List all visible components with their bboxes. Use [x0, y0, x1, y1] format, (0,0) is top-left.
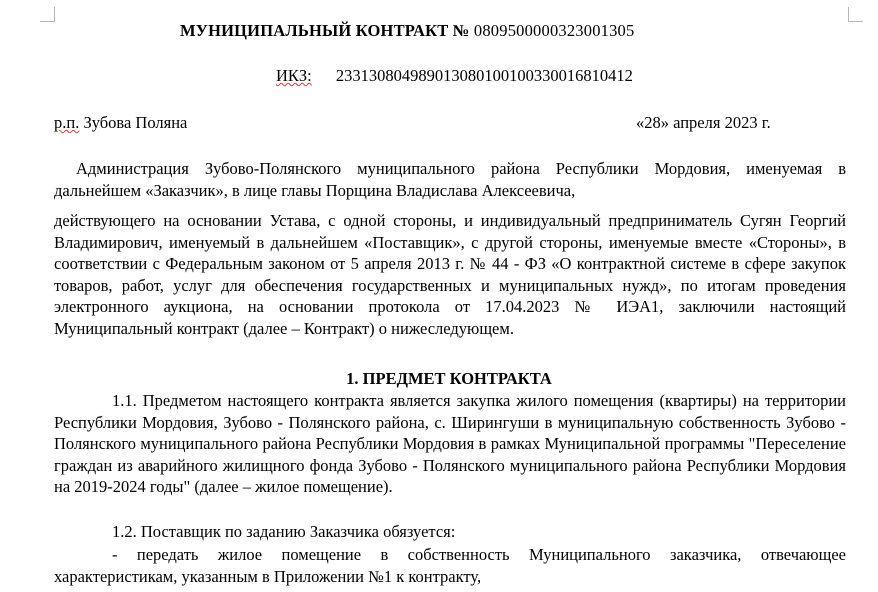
ikz-value: 233130804989013080100100330016810412: [335, 66, 633, 85]
contract-title-text: МУНИЦИПАЛЬНЫЙ КОНТРАКТ №: [180, 21, 470, 40]
ikz-line[interactable]: [276, 66, 633, 86]
page-corner-mark-top-left: [40, 7, 55, 22]
preamble-paragraph-2[interactable]: действующего на основании Устава, с одной стороны, и индивидуальный предприниматель Сугян Георгий Владимирович, именуемый в дальнейшем «Поставщик», с другой стороны, именуемые вместе «Стороны», в соответствии с Федеральным законом от 5 апреля 2013 г. № 44 - ФЗ «О контрактной системе в сфере закупок товаров, работ, услуг для обеспечения государственных и муниципальных нужд», по итогам проведения электронного аукциона, на основании протокола от 17.04.2023 № ИЭА1, заключили настоящий Муниципальный контракт (далее – Контракт) о нижеследующем.: [54, 211, 846, 338]
contract-number: 0809500000323001305: [473, 21, 635, 40]
clause-1-2[interactable]: 1.2. Поставщик по заданию Заказчика обязуется:: [112, 522, 456, 541]
section-heading[interactable]: 1. ПРЕДМЕТ КОНТРАКТА: [346, 369, 552, 388]
page-corner-mark-top-right: [848, 7, 863, 22]
preamble-paragraph-1[interactable]: Администрация Зубово-Полянского муниципального района Республики Мордовия, именуемая в дальнейшем «Заказчик», в лице главы Порщина Владислава Алексеевича,: [54, 159, 846, 200]
place-line[interactable]: [54, 113, 187, 133]
clause-1-2-item[interactable]: - передать жилое помещение в собственность Муниципального заказчика, отвечающее характеристикам, указанным в Приложении №1 к контракту,: [54, 545, 846, 586]
ikz-label: ИКЗ:: [276, 66, 312, 85]
place-prefix: р.п.: [54, 113, 80, 132]
place-name: Зубова Поляна: [83, 113, 188, 132]
clause-1-1[interactable]: 1.1. Предметом настоящего контракта является закупка жилого помещения (квартиры) на территории Республики Мордовия, Зубово - Полянского района, с. Ширингуши в муниципальную собственность Зубово - Полянского муниципального района Республики Мордовия в рамках Муниципальной программы "Переселение граждан из аварийного жилищного фонда Зубово - Полянского муниципального района Республики Мордовия на 2019-2024 годы" (далее – жилое помещение).: [54, 391, 846, 496]
contract-title[interactable]: [180, 21, 634, 41]
contract-date[interactable]: «28» апреля 2023 г.: [636, 113, 771, 132]
